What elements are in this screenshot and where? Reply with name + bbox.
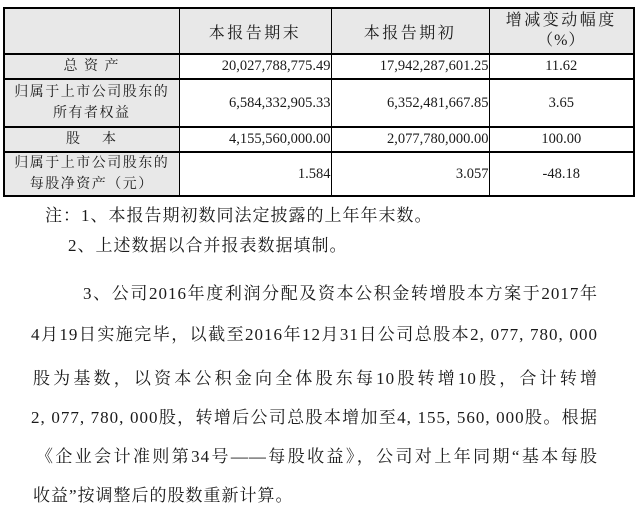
row-label-share-capital: 股 本 <box>4 127 179 152</box>
header-change-percent <box>489 8 634 54</box>
note-line-5: 股为基数，以资本公积金向全体股东每10股转增10股，合计转增 <box>33 369 598 388</box>
header-change-line1: 增减变动幅度 <box>505 12 617 29</box>
table-row-net-assets-per-share <box>4 152 634 196</box>
table-row-equity <box>4 79 634 127</box>
naps-change: -48.18 <box>489 152 634 196</box>
equity-change: 3.65 <box>489 79 634 127</box>
table-row-share-capital <box>4 127 634 152</box>
note-line-1: 注：1、本报告期初数同法定披露的上年年末数。 <box>45 206 433 225</box>
financial-summary-table <box>3 7 635 197</box>
note-line-2: 2、上述数据以合并报表数据填制。 <box>68 236 348 255</box>
row-label-naps-line2: 每股净资产（元） <box>29 177 154 192</box>
share-capital-period-begin: 2,077,780,000.00 <box>331 127 489 152</box>
row-label-equity-line1: 归属于上市公司股东的 <box>14 85 170 100</box>
share-capital-change: 100.00 <box>489 127 634 152</box>
share-capital-period-end: 4,155,560,000.00 <box>179 127 331 152</box>
total-assets-change: 11.62 <box>489 54 634 79</box>
note-line-7: 《企业会计准则第34号——每股收益》，公司对上年同期“基本每股 <box>36 447 598 466</box>
table-row-total-assets <box>4 54 634 79</box>
header-period-end: 本报告期末 <box>179 8 331 54</box>
row-label-equity-line2: 所有者权益 <box>53 106 131 121</box>
row-label-naps-line1: 归属于上市公司股东的 <box>14 156 170 171</box>
row-label-equity <box>4 79 179 127</box>
note-line-8: 收益”按调整后的股数重新计算。 <box>33 486 294 505</box>
row-label-net-assets-per-share <box>4 152 179 196</box>
table-header-row <box>4 8 634 54</box>
equity-period-end: 6,584,332,905.33 <box>179 79 331 127</box>
naps-period-end: 1.584 <box>179 152 331 196</box>
table-corner-cell <box>4 8 179 54</box>
note-line-3: 3、公司2016年度利润分配及资本公积金转增股本方案于2017年 <box>83 284 598 303</box>
equity-period-begin: 6,352,481,667.85 <box>331 79 489 127</box>
total-assets-period-end: 20,027,788,775.49 <box>179 54 331 79</box>
header-change-line2: （%） <box>537 32 586 49</box>
header-period-begin: 本报告期初 <box>331 8 489 54</box>
note-line-6: 2, 077, 780, 000股，转增后公司总股本增加至4, 155, 560, 000股。根据 <box>31 408 598 427</box>
note-line-4: 4月19日实施完毕，以截至2016年12月31日公司总股本2, 077, 780, 000 <box>31 325 598 344</box>
row-label-total-assets: 总 资 产 <box>4 54 179 79</box>
total-assets-period-begin: 17,942,287,601.25 <box>331 54 489 79</box>
naps-period-begin: 3.057 <box>331 152 489 196</box>
